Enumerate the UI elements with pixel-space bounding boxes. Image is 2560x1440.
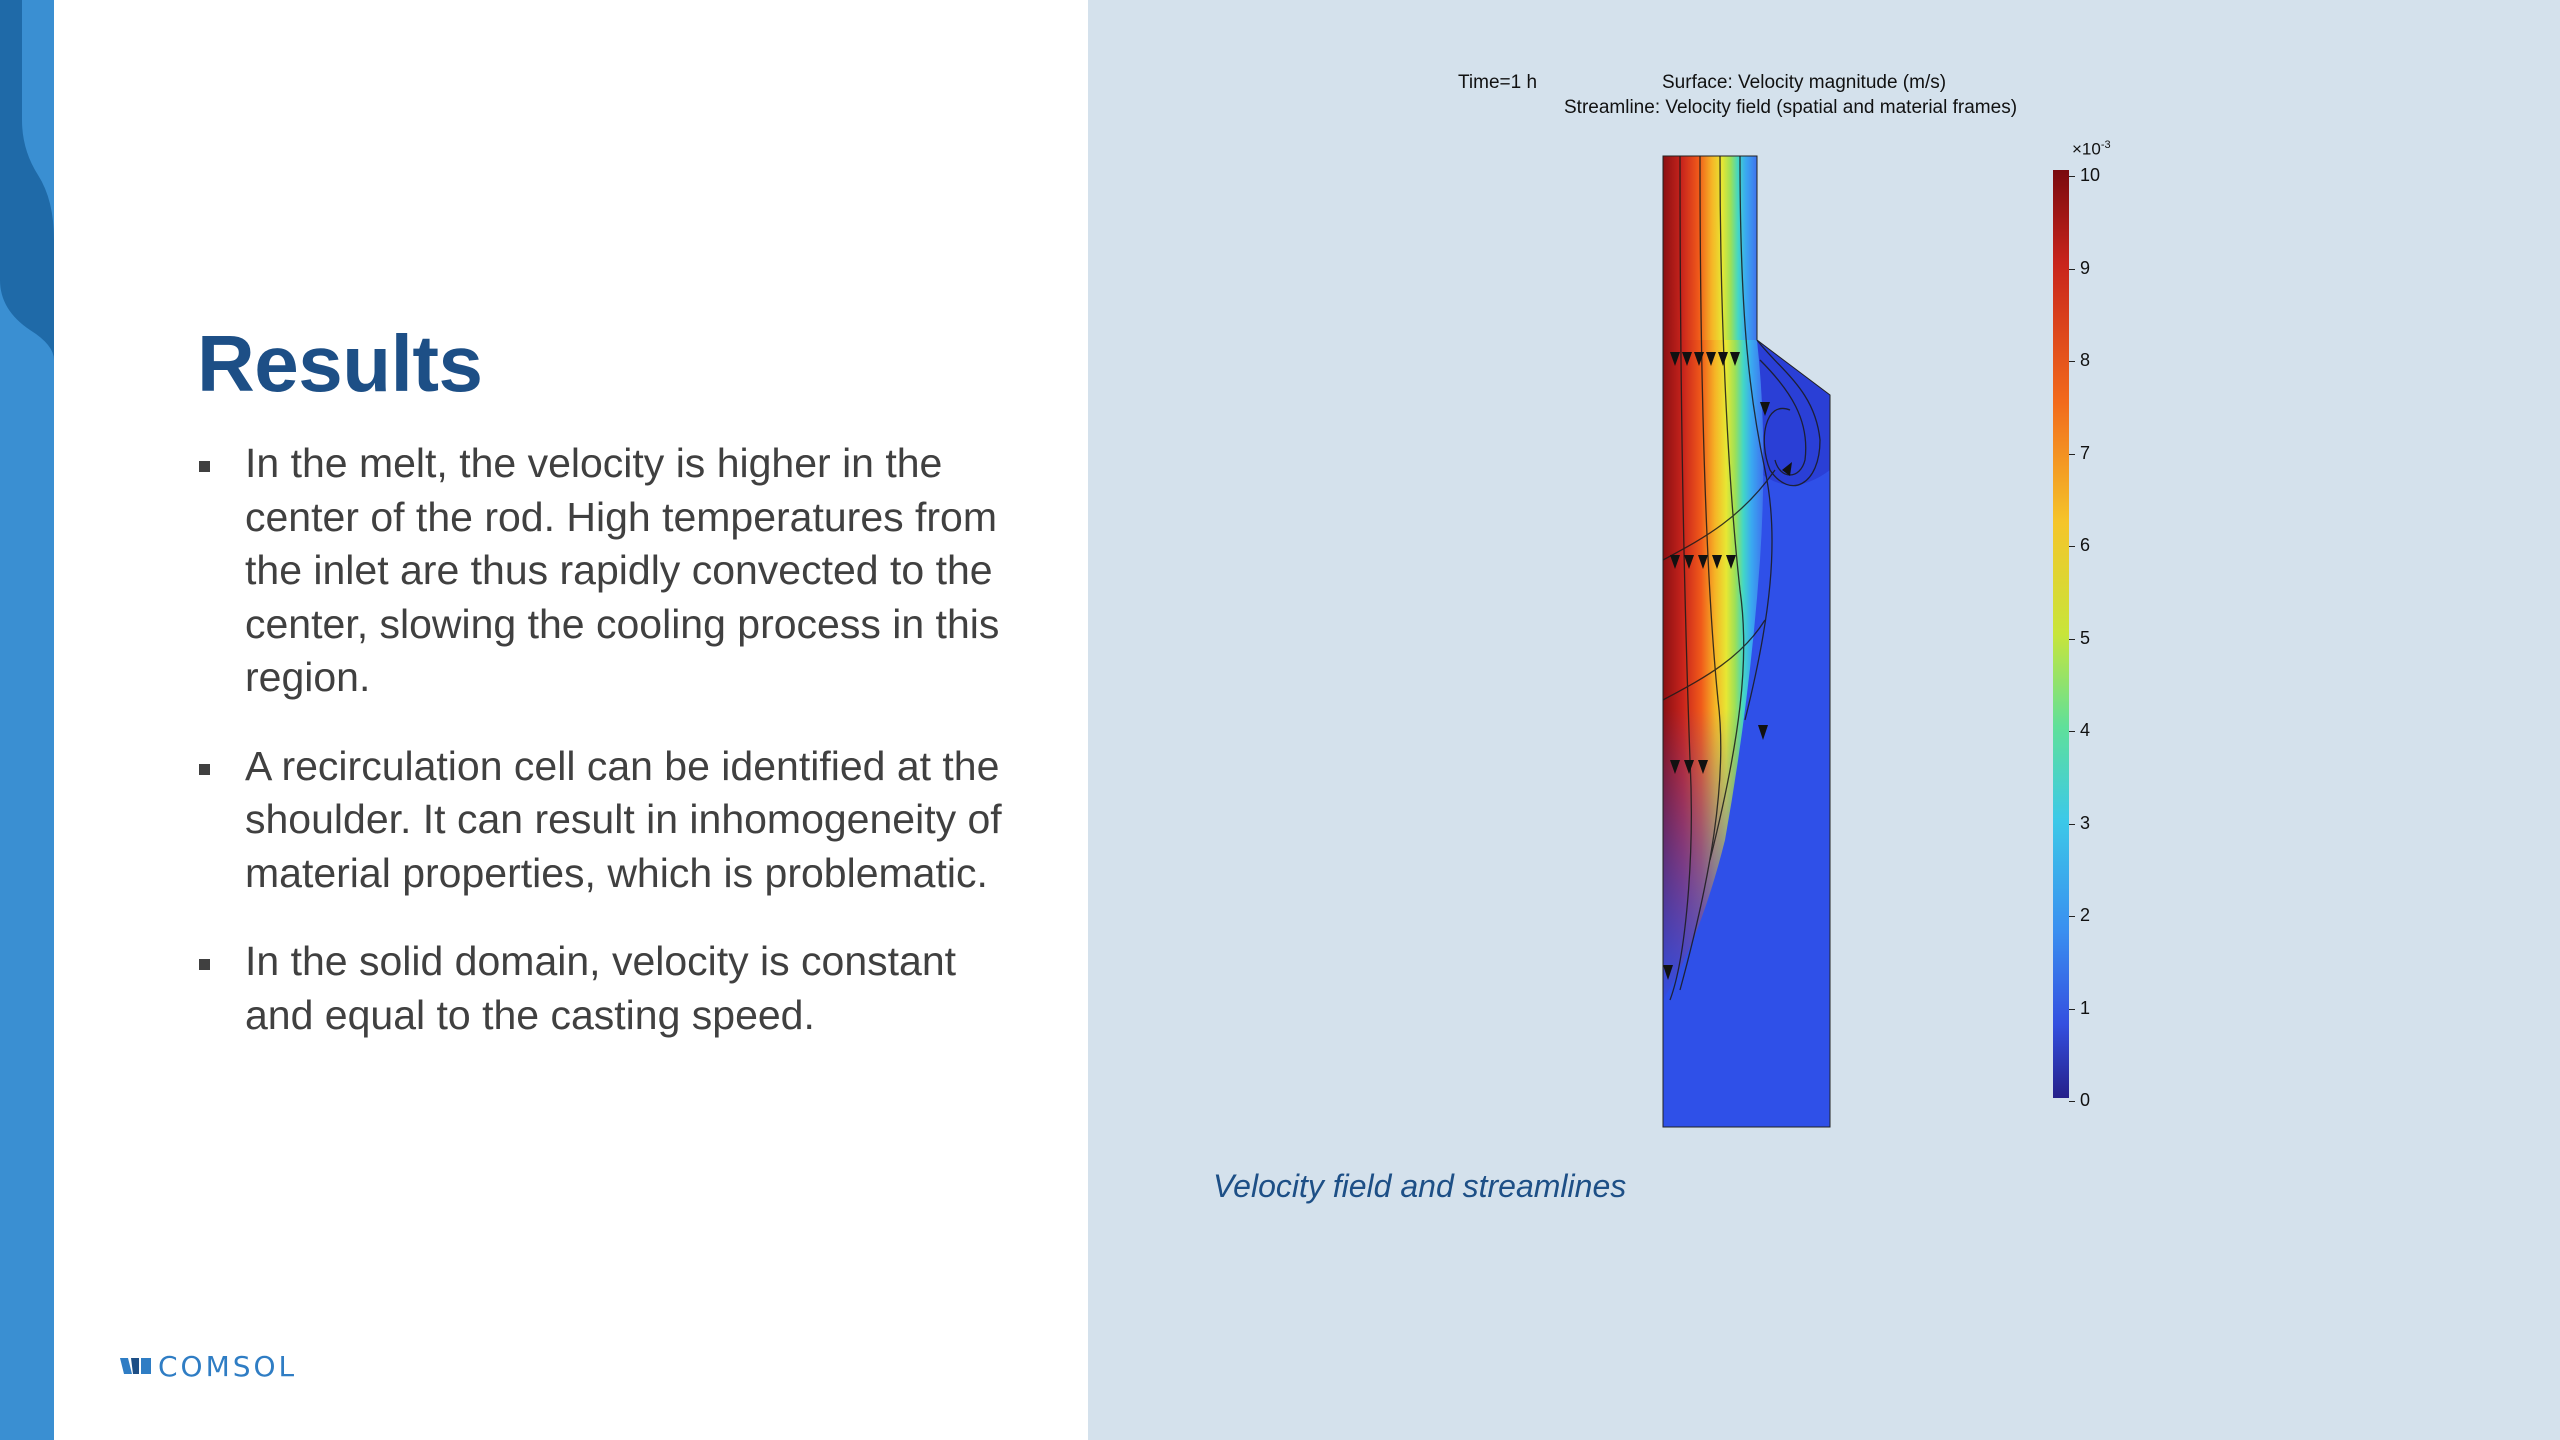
colorbar-tick-label: 8: [2080, 350, 2091, 370]
colorbar-tick-label: 4: [2080, 720, 2091, 740]
colorbar-tick-mark: [2069, 361, 2075, 362]
colorbar-tick-mark: [2069, 546, 2075, 547]
bullet-item-recirculation: [196, 740, 1016, 901]
surface-label: Surface: Velocity magnitude (m/s): [1662, 72, 1947, 93]
bullet-item-solid: [196, 935, 1016, 1042]
colorbar-tick-mark: [2069, 1101, 2075, 1102]
slide-title: Results: [197, 319, 483, 408]
strip-decoration: [0, 0, 54, 1440]
colorbar-tick-label: 6: [2080, 535, 2091, 555]
bullet-list: [196, 437, 1016, 1077]
colorbar-tick-label: 10: [2080, 165, 2101, 185]
colorbar-tick-mark: [2069, 1009, 2075, 1010]
colorbar-tick-label: 9: [2080, 257, 2091, 278]
bullet-square-icon: [199, 764, 210, 775]
logo-text: COMSOL: [158, 1349, 298, 1383]
bullet-text: In the melt, the velocity is higher in the center of the rod. High temperatures from the inlet are thus rapidly convected to the center, slowing the cooling process in this region.: [245, 440, 1000, 700]
comsol-logo-icon: [120, 1355, 154, 1377]
figure-caption: Velocity field and streamlines: [1213, 1168, 1627, 1204]
bullet-text: In the solid domain, velocity is constant and equal to the casting speed.: [245, 938, 957, 1038]
colorbar-tick-mark: [2069, 176, 2075, 177]
velocity-field-plot: [1640, 140, 1860, 1130]
colorbar: [2040, 135, 2070, 1105]
colorbar-tick-mark: [2069, 824, 2075, 825]
colorbar-tick-mark: [2069, 639, 2075, 640]
colorbar-tick-label: 7: [2080, 442, 2091, 463]
colorbar-tick-mark: [2069, 269, 2075, 270]
bullet-item-melt: [196, 437, 1016, 705]
colorbar-tick-label: 5: [2080, 627, 2091, 648]
streamline-label: Streamline: Velocity field (spatial and material frames): [1564, 97, 2018, 118]
colorbar-tick-mark: [2069, 731, 2075, 732]
bullet-text: A recirculation cell can be identified at the shoulder. It can result in inhomogeneity of material properties, which is problematic.: [245, 742, 1002, 896]
colorbar-tick-label: 2: [2080, 905, 2091, 925]
left-accent-strip: [0, 0, 54, 1440]
colorbar-tick-label: 0: [2080, 1090, 2091, 1110]
colorbar-exponent: $\times 10^{-3}$: [2072, 139, 2111, 159]
colorbar-gradient: [2053, 170, 2069, 1098]
bullet-square-icon: [199, 461, 210, 472]
bullet-square-icon: [199, 959, 210, 970]
colorbar-tick-mark: [2069, 916, 2075, 917]
colorbar-tick-label: 1: [2080, 997, 2091, 1018]
comsol-logo: [120, 1351, 297, 1381]
colorbar-tick-label: 3: [2080, 812, 2091, 833]
colorbar-tick-mark: [2069, 454, 2075, 455]
time-label: Time=1 h: [1458, 72, 1538, 93]
